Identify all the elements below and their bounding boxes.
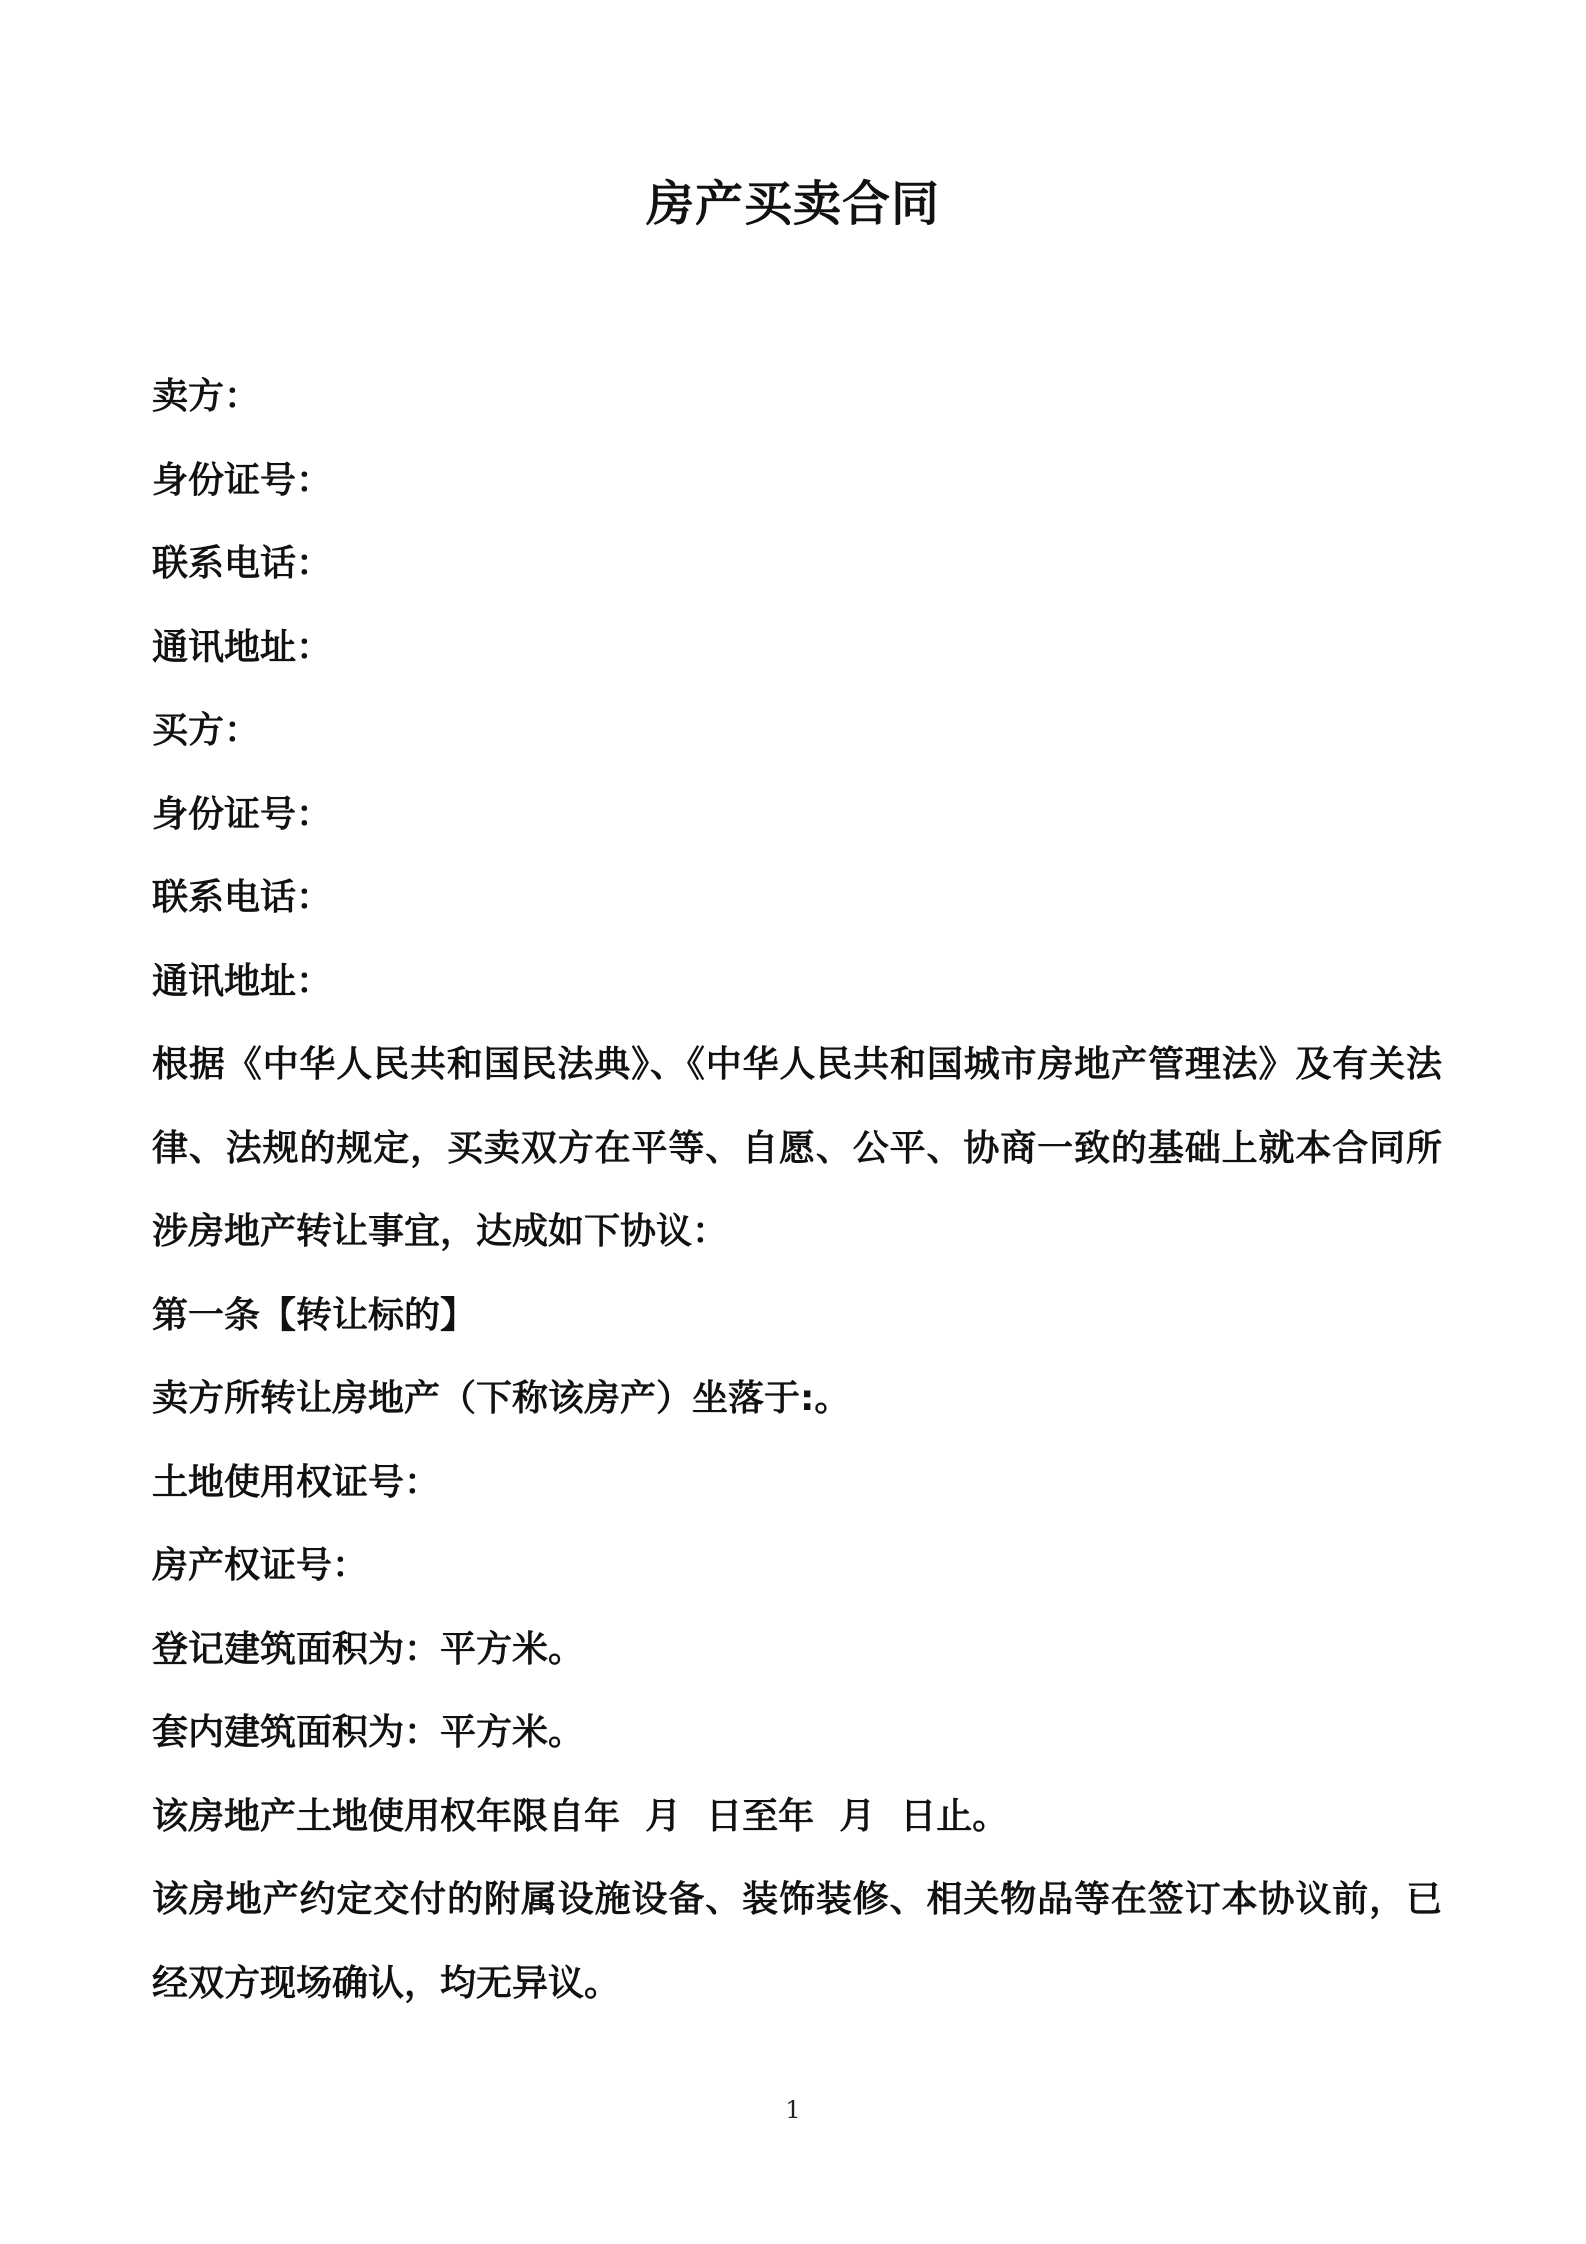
land-certificate-label: 土地使用权证号：: [152, 1461, 441, 1503]
seller-label: 卖方：: [152, 376, 261, 417]
seller-id-label: 身份证号：: [152, 459, 333, 501]
preamble-paragraph: 根据《中华人民共和国民法典》、《中华人民共和国城市房地产管理法》及有关法律、法规的规定，买卖双方在平等、自愿、公平、协商一致的基础上就本合同所涉房地产转让事宜，达成如下协议：: [152, 1044, 1442, 1252]
seller-address-label: 通讯地址：: [152, 626, 333, 668]
registered-area: 登记建筑面积为：平方米。: [152, 1628, 585, 1670]
buyer-label: 买方：: [152, 710, 261, 751]
buyer-address-label: 通讯地址：: [152, 960, 333, 1002]
facilities-paragraph: 该房地产约定交付的附属设施设备、装饰装修、相关物品等在签订本协议前，已经双方现场确认，均无异议。: [152, 1879, 1442, 2004]
land-use-term: 该房地产土地使用权年限自年 月 日至年 月 日止。: [152, 1795, 1009, 1837]
page-number: 1: [785, 2096, 801, 2124]
buyer-phone-label: 联系电话：: [152, 877, 333, 918]
buyer-id-label: 身份证号：: [152, 793, 333, 835]
article-1-heading: 第一条【转让标的】: [152, 1294, 477, 1336]
seller-phone-label: 联系电话：: [152, 543, 333, 584]
document-title: 房产买卖合同: [645, 176, 940, 232]
document-body: [152, 355, 1452, 2025]
property-location: 卖方所转让房地产（下称该房产）坐落于:。: [152, 1378, 851, 1419]
property-certificate-label: 房产权证号：: [152, 1545, 369, 1586]
inner-area: 套内建筑面积为：平方米。: [152, 1712, 585, 1753]
